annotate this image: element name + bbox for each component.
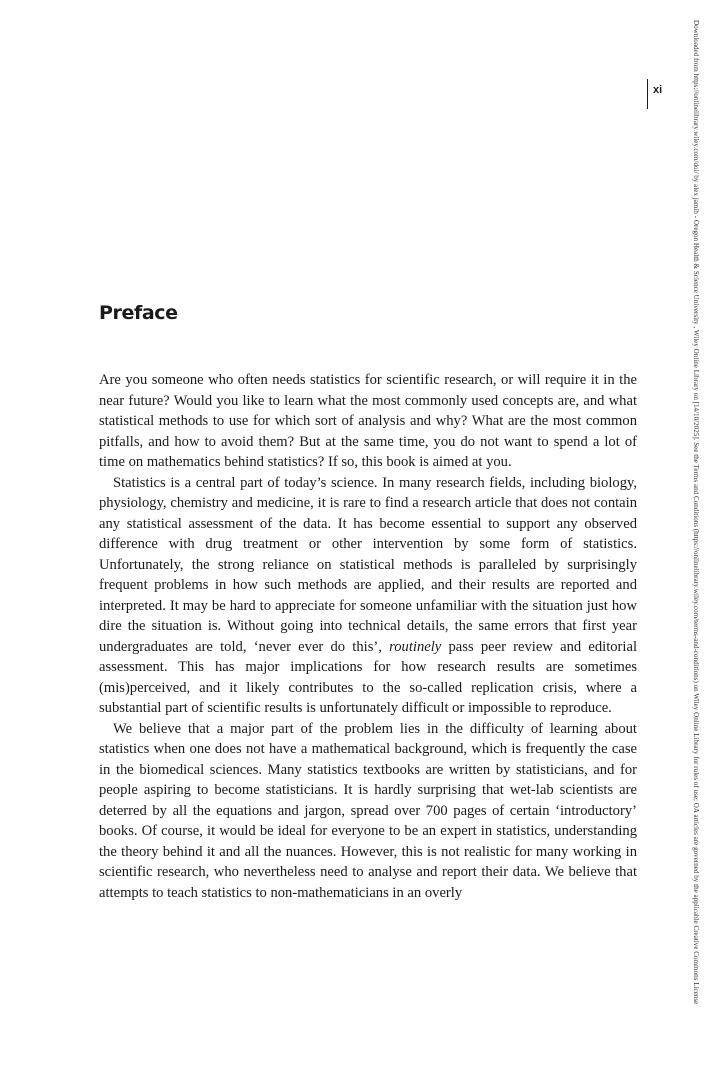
paragraph-1: Are you someone who often needs statistics for scientific research, or will require it in the near future? Would you like to learn what the most commonly used concepts are, and what statistical methods to use for which sort of analysis and why? What are the most common pitfalls, and how to avoid them? But at the same time, you do not want to spend a lot of time on mathematics behind statistics? If so, this book is aimed at you. (99, 372, 637, 470)
page-number: xi (653, 84, 663, 96)
paragraph-2-part-1: Statistics is a central part of today’s science. In many research fields, including biology, physiology, chemistry and medicine, it is rare to find a research article that does not contain any statistical assessment of the data. It has become essential to support any observed difference with drug treatment or other intervention by some form of statistics. Unfortunately, the strong reliance on statistical methods is paralleled by surprisingly frequent problems in how such methods are applied, and their results are reported and interpreted. It may be hard to appreciate for someone unfamiliar with the situation just how dire the situation is. Without going into technical details, the same errors that first year undergraduates are told, ‘never ever do this’, (99, 474, 637, 655)
page-number-rule (647, 79, 648, 109)
section-title: Preface (99, 302, 178, 324)
paragraph-2-part-2: pass peer review and editorial assessment. This has major implications for how research results are sometimes (mis)perceived, and it likely contributes to the so-called replication crisis, where a substantial part of scientific results is unfortunately difficult or impossible to reproduce. (99, 638, 638, 716)
download-notice-text: Downloaded from https://onlinelibrary.wiley.com/doi/ by alex jamib - Oregon Health & Science University , Wiley Online Library on [14/10/2025]. See the Terms and Conditions (https://onlinelibrary.wiley.com/terms-and-conditions) on Wiley Online Library for rules of use; OA articles are governed by the applicable Creative Commons License (692, 20, 700, 1005)
paragraph-2-emphasis: routinely (389, 638, 442, 655)
paragraph-2 (99, 473, 637, 719)
paragraph-3: We believe that a major part of the problem lies in the difficulty of learning about statistics when one does not have a mathematical background, which is frequently the case in the biomedical sciences. Many statistics textbooks are written by statisticians, and for people aspiring to become statisticians. It is hardly surprising that wet-lab scientists are deterred by all the equations and jargon, spread over 700 pages of certain ‘introductory’ books. Of course, it would be ideal for everyone to be an expert in statistics, understanding the theory behind it and all the nuances. However, this is not realistic for many working in scientific research, who nevertheless need to analyse and report their data. We believe that attempts to teach statistics to non-mathematicians in an overly (99, 720, 637, 901)
preface-body (99, 370, 637, 903)
download-notice (689, 20, 703, 1062)
